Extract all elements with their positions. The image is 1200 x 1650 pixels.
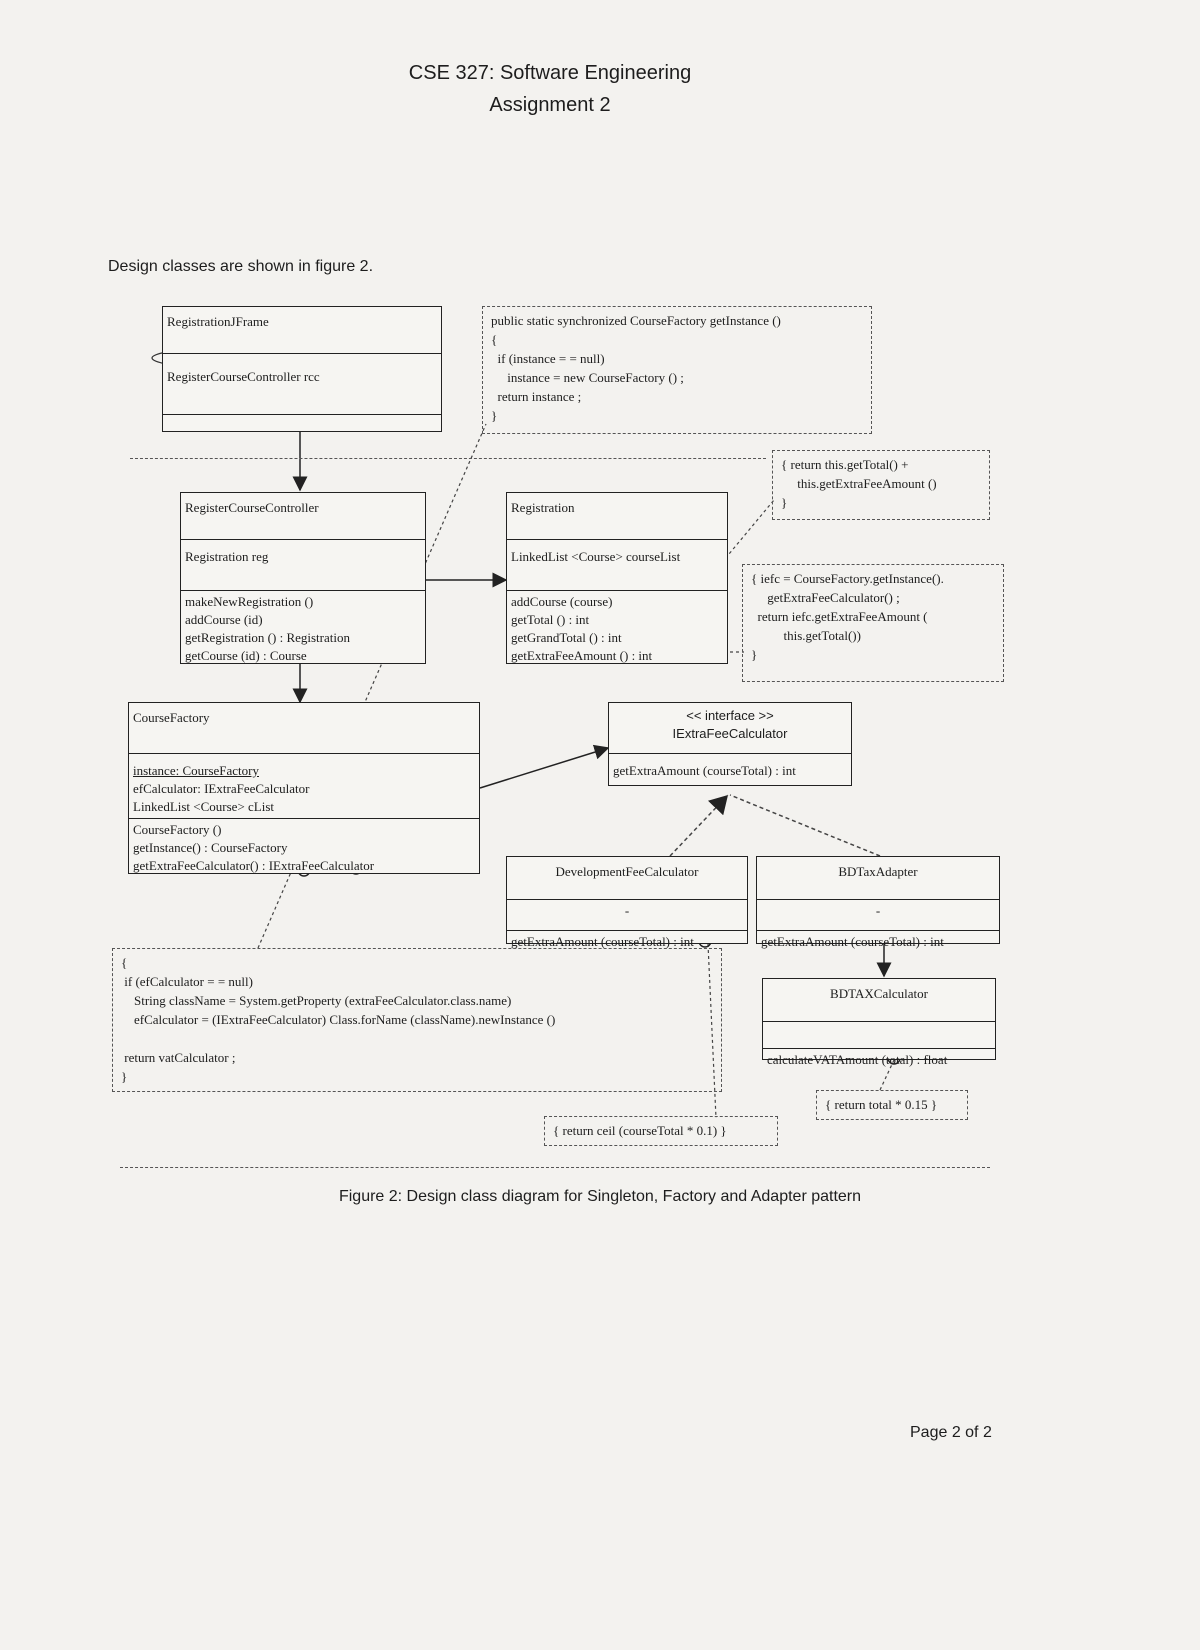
attribute: Registration reg	[185, 549, 269, 564]
class-name: DevelopmentFeeCalculator	[555, 864, 699, 879]
class-name: Registration	[511, 500, 575, 515]
method: getInstance() : CourseFactory	[133, 840, 288, 855]
class-bd-tax-calculator	[762, 978, 996, 1067]
attribute: -	[624, 903, 630, 918]
attribute: LinkedList <Course> courseList	[511, 549, 681, 564]
page-subtitle: Assignment 2	[489, 94, 611, 116]
class-name: RegistrationJFrame	[167, 314, 269, 329]
attribute: efCalculator: IExtraFeeCalculator	[133, 781, 310, 796]
class-bd-tax-adapter	[756, 856, 1000, 949]
realize-devfee	[670, 795, 728, 856]
method: addCourse (course)	[511, 594, 613, 609]
attribute-rcc: RegisterCourseController rcc	[167, 369, 320, 384]
method: getExtraAmount (courseTotal) : int	[613, 763, 796, 778]
method: CourseFactory ()	[133, 822, 222, 837]
page-number: Page 2 of 2	[910, 1424, 992, 1441]
class-name: BDTAXCalculator	[830, 986, 928, 1001]
interface-iextra-fee-calculator	[608, 702, 852, 786]
method: getTotal () : int	[511, 612, 590, 627]
class-name: BDTaxAdapter	[838, 864, 918, 879]
class-registration	[506, 492, 728, 664]
attribute: LinkedList <Course> cList	[133, 799, 275, 814]
method: addCourse (id)	[185, 612, 263, 627]
method: getExtraAmount (courseTotal) : int	[511, 934, 694, 949]
method: calculateVATAmount (total) : float	[767, 1052, 948, 1067]
note-extra-fee-amount: { iefc = CourseFactory.getInstance(). getExtraFeeCalculator() ; return iefc.getExtraFeeAmount ( this.getTotal()) }	[742, 564, 1004, 682]
separator-top	[130, 458, 766, 459]
figure-caption: Figure 2: Design class diagram for Singleton, Factory and Adapter pattern	[338, 1188, 862, 1205]
class-name: CourseFactory	[133, 710, 210, 725]
note-grand-total: { return this.getTotal() + this.getExtraFeeAmount () }	[772, 450, 990, 520]
page-title: CSE 327: Software Engineering	[408, 62, 692, 84]
separator-bottom	[120, 1167, 990, 1168]
method: getRegistration () : Registration	[185, 630, 350, 645]
assoc-factory-interface	[480, 748, 608, 788]
intro-text: Design classes are shown in figure 2.	[108, 258, 374, 275]
attribute-instance: instance: CourseFactory	[133, 763, 259, 778]
class-name: IExtraFeeCalculator	[672, 726, 788, 741]
note-vat: { return total * 0.15 }	[816, 1090, 968, 1120]
class-course-factory	[128, 702, 480, 874]
method: getGrandTotal () : int	[511, 630, 622, 645]
method: getCourse (id) : Course	[185, 648, 307, 663]
method: makeNewRegistration ()	[185, 594, 314, 609]
method: getExtraFeeAmount () : int	[511, 648, 653, 663]
method: getExtraAmount (courseTotal) : int	[761, 934, 944, 949]
class-registration-jframe	[162, 306, 442, 432]
class-name: RegisterCourseController	[185, 500, 319, 515]
class-register-course-controller	[180, 492, 426, 664]
note-get-calculator: { if (efCalculator = = null) String className = System.getProperty (extraFeeCalculator.class.name) efCalculator = (IExtraFeeCalculator) Class.forName (className).newInstance () return vatCalculator ; }	[112, 948, 722, 1092]
realize-bdtax	[730, 795, 880, 856]
attribute: -	[875, 903, 881, 918]
class-development-fee-calculator	[506, 856, 748, 949]
method: getExtraFeeCalculator() : IExtraFeeCalculator	[133, 858, 375, 873]
note-get-instance: public static synchronized CourseFactory getInstance () { if (instance = = null) instance = new CourseFactory () ; return instance ; }	[482, 306, 872, 434]
note-dev-fee: { return ceil (courseTotal * 0.1) }	[544, 1116, 778, 1146]
stereotype-label: << interface >>	[686, 708, 774, 723]
